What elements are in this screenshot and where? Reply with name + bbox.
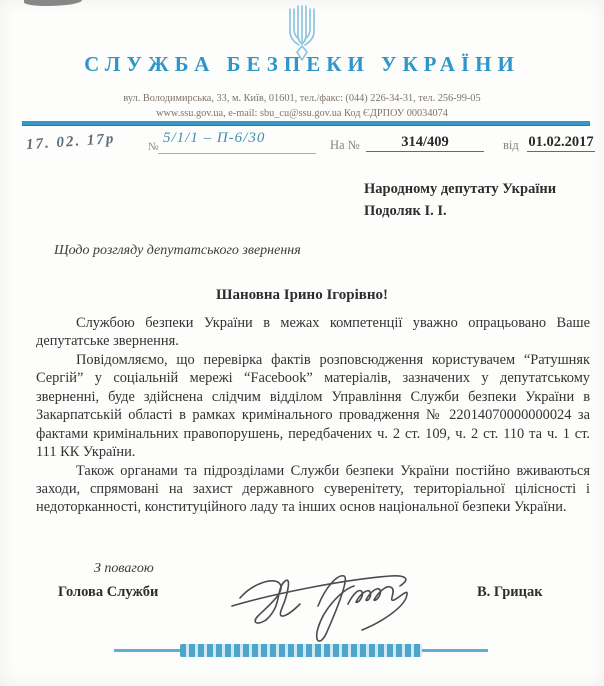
incoming-date-value: 01.02.2017 (528, 134, 594, 150)
org-name-title: СЛУЖБА БЕЗПЕКИ УКРАЇНИ (84, 52, 520, 76)
recipient-title: Народному депутату України (364, 181, 557, 197)
from-date-label: від (503, 138, 519, 152)
signer-position: Голова Служби (58, 584, 159, 600)
address-line-2: www.ssu.gov.ua, e-mail: sbu_cu@ssu.gov.ua Код ЄДРПОУ 00034074 (156, 107, 448, 119)
scan-smudge-artifact (24, 0, 82, 6)
scan-artifact-bar (114, 649, 488, 652)
handwritten-outgoing-number: 5/1/1 – П-6/30 (163, 130, 266, 146)
subject-line: Щодо розгляду депутатського звернення (54, 243, 301, 258)
reference-line (0, 129, 604, 163)
body-paragraph-2: Повідомляємо, що перевірка фактів розповсюдження користувачем “Ратушняк Сергій” у соціальній мережі “Facebook” матеріалів, зазначених у депутатському зверненні, буде здійснена слідчим відділом Управління Служби безпеки України в Закарпатській області в рамках кримінального провадження № 22014070000000024 за фактами кримінальних правопорушень, передбачених ч. 2 ст. 109, ч. 2 ст. 110 та ч. 1 ст. 111 КК України. (36, 351, 590, 461)
incoming-number-value: 314/409 (366, 134, 484, 152)
handwritten-signature (222, 546, 432, 651)
outgoing-number-underline (158, 153, 316, 154)
number-label: № (148, 141, 159, 153)
recipient-name: Подоляк І. І. (364, 202, 447, 219)
recipient-block (364, 179, 556, 223)
scan-artifact-dashes (180, 644, 422, 657)
letterhead-divider-rule (22, 121, 590, 126)
signer-name: В. Грицак (477, 584, 543, 600)
handwritten-outgoing-date: 17. 02. 17р (25, 130, 116, 154)
body-paragraph-1: Службою безпеки України в межах компетенції уважно опрацьовано Ваше депутатське звернення. (36, 315, 590, 350)
letterhead-address (0, 92, 604, 122)
address-line-1: вул. Володимирська, 33, м. Київ, 01601, тел./факс: (044) 226-34-31, тел. 256-99-05 (123, 93, 481, 104)
on-number-label: На № (330, 138, 360, 152)
closing-regards: З повагою (94, 561, 154, 576)
letter-body (36, 314, 590, 517)
body-paragraph-3: Також органами та підрозділами Служби безпеки України постійно вживаються заходи, спрямовані на захист державного суверенітету, територіальної цілісності і недоторканності, конституційного ладу та інших основ національної безпеки України. (36, 462, 590, 516)
salutation-line: Шановна Ірино Ігорівно! (216, 287, 388, 303)
